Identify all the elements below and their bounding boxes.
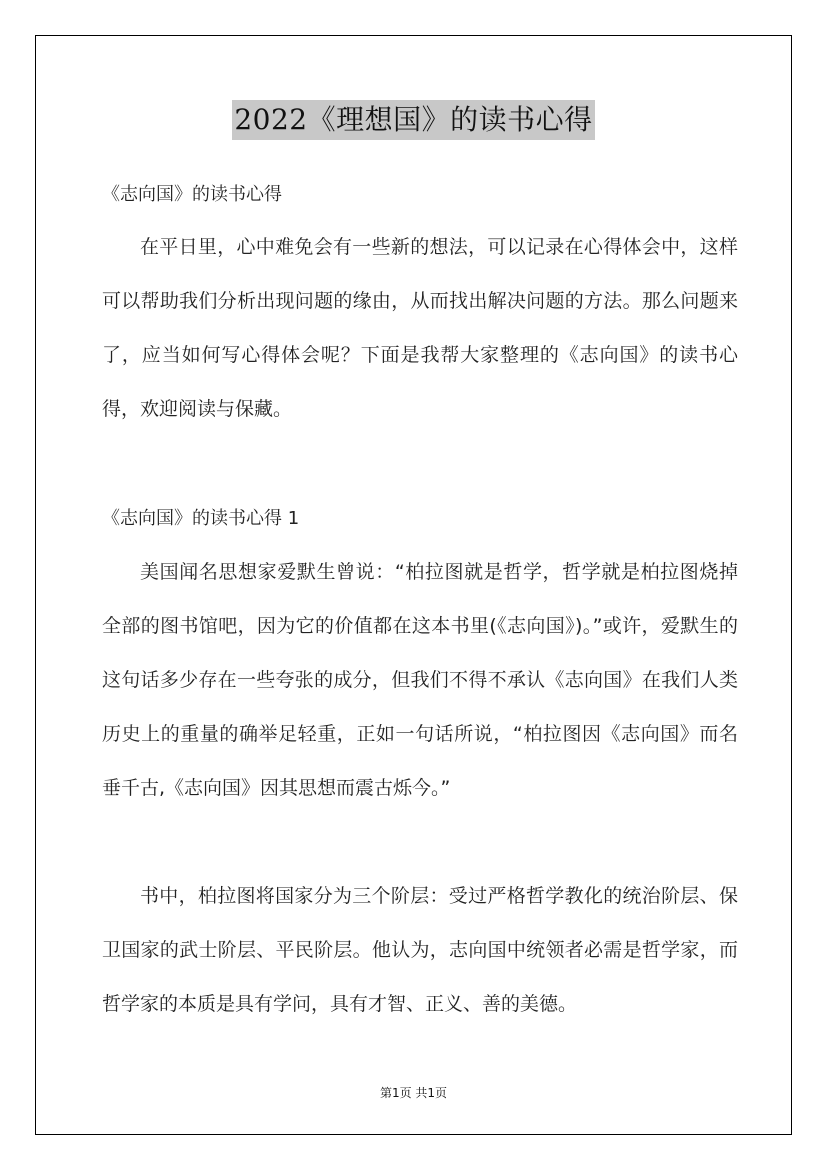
section-1-paragraph-2: 书中，柏拉图将国家分为三个阶层：受过严格哲学教化的统治阶层、保卫国家的武士阶层、平民阶层。他认为，志向国中统领者必需是哲学家，而哲学家的本质是具有学问，具有才智、正义、善的美德。 bbox=[102, 885, 738, 1015]
page-footer: 第1页 共1页 bbox=[379, 1086, 448, 1100]
intro-paragraph: 在平日里，心中难免会有一些新的想法，可以记录在心得体会中，这样可以帮助我们分析出现问题的缘由，从而找出解决问题的方法。那么问题来了，应当如何写心得体会呢？下面是我帮大家整理的《志向国》的读书心得，欢迎阅读与保藏。 bbox=[102, 236, 738, 420]
document-title: 2022《理想国》的读书心得 bbox=[232, 100, 594, 140]
document-subtitle: 《志向国》的读书心得 bbox=[102, 184, 282, 205]
section-1-paragraph-1: 美国闻名思想家爱默生曾说：“柏拉图就是哲学，哲学就是柏拉图烧掉全部的图书馆吧，因为它的价值都在这本书里(《志向国》)。”或许，爱默生的这句话多少存在一些夸张的成分，但我们不得不承认《志向国》在我们人类历史上的重量的确举足轻重，正如一句话所说，“柏拉图因《志向国》而名垂千古,《志向国》因其思想而震古烁今。” bbox=[102, 561, 738, 799]
section-1-heading: 《志向国》的读书心得 1 bbox=[102, 508, 300, 529]
title-container bbox=[0, 100, 827, 140]
